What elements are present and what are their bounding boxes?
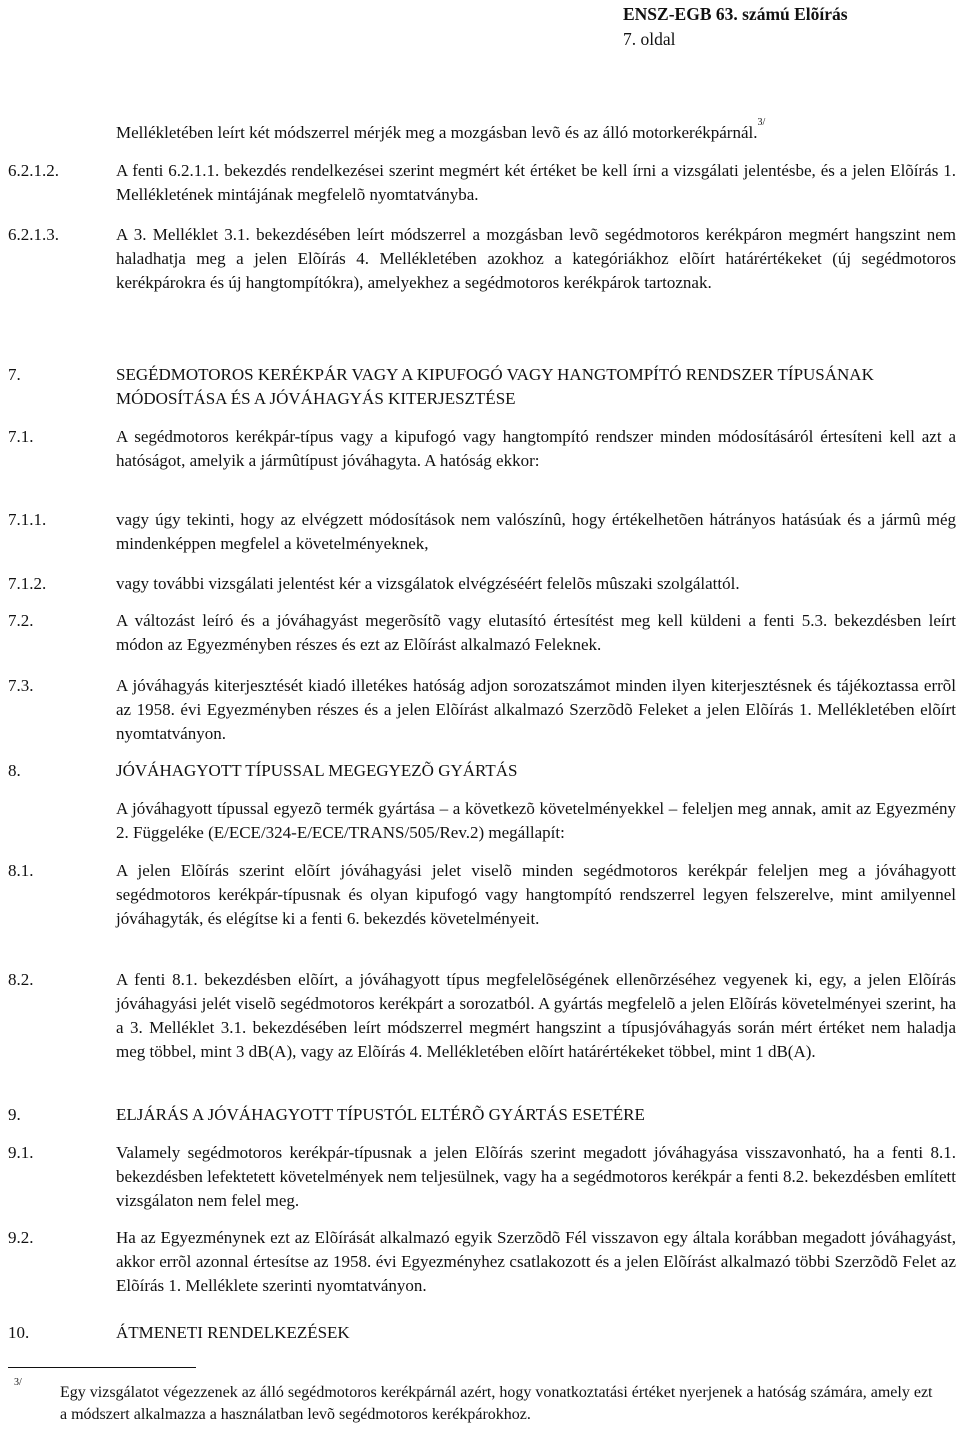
paragraph-text: A fenti 8.1. bekezdésben elõírt, a jóváhagyott típus megfelelõségének ellenõrzéséhez vegyenek ki, egy, a jelen Elõírás jóváhagyási jelét viselõ segédmotoros kerékpárt a sorozatból. A gyártás megfelelõ a jelen Elõírás követelményei szerint, ha a 3. Melléklet 3.1. bekezdésében leírt módszerrel megmért hangszint a típusjóváhagyás során mért értéket nem haladja meg többel, mint 3 dB(A), vagy az Elõírás 4. Mellékletében elõírt határértékeket többel, mint 1 dB(A). — [116, 970, 956, 1061]
paragraph-number: 8.1. — [8, 861, 34, 880]
paragraph-8-intro — [8, 797, 956, 845]
paragraph-6-2-1-2 — [8, 159, 956, 207]
paragraph-8-2 — [8, 968, 956, 1064]
paragraph-text: vagy további vizsgálati jelentést kér a vizsgálatok elvégzéséért felelõs mûszaki szolgálattól. — [116, 574, 740, 593]
section-title: ÁTMENETI RENDELKEZÉSEK — [116, 1323, 350, 1342]
paragraph-6-2-1-3 — [8, 223, 956, 295]
paragraph-text: A jelen Elõírás szerint elõírt jóváhagyási jelet viselõ minden segédmotoros kerékpár feleljen meg a jóváhagyott segédmotoros kerékpár-típusnak és olyan kipufogó vagy hangtompító rendszerrel legyen felszerelve, mint amilyennel jóváhagyták, és elégítse ki a fenti 6. bekezdés követelményeit. — [116, 861, 956, 928]
paragraph-9-2 — [8, 1226, 956, 1298]
paragraph-number: 7.1.1. — [8, 510, 47, 529]
paragraph-number: 8.2. — [8, 970, 34, 989]
section-number: 7. — [8, 365, 21, 384]
section-number: 8. — [8, 761, 21, 780]
paragraph-text: A 3. Melléklet 3.1. bekezdésében leírt módszerrel a mozgásban levõ segédmotoros kerékpáron megmért hangszint nem haladhatja meg a jelen Elõírás 4. Mellékletében azokhoz a kategóriákhoz elõírt határértékeket (új segédmotoros kerékpárokra és új hangtompítókra), amelyekhez a segédmotoros kerékpárok tartoznak. — [116, 225, 956, 292]
paragraph-text: A segédmotoros kerékpár-típus vagy a kipufogó vagy hangtompító rendszer minden módosításáról értesíteni kell azt a hatóságot, amelyik a jármûtípust jóváhagyta. A hatóság ekkor: — [116, 427, 956, 470]
footnote-marker: 3/ — [14, 1377, 22, 1388]
page-header — [623, 2, 898, 52]
footnote-text: Egy vizsgálatot végezzenek az álló segédmotoros kerékpárnál azért, hogy vonatkoztatási értéket nyerjenek a hatóság számára, amely ezt a módszert alkalmazza a használatban levõ segédmotoros kerékpárokhoz. — [60, 1384, 933, 1423]
paragraph-number: 6.2.1.2. — [8, 161, 59, 180]
section-heading-8 — [8, 759, 956, 783]
document-title: ENSZ-EGB 63. számú Elõírás — [623, 4, 848, 24]
footnote-reference: 3/ — [757, 117, 766, 129]
section-heading-10 — [8, 1321, 956, 1345]
paragraph-number: 7.1.2. — [8, 574, 47, 593]
intro-paragraph — [8, 117, 956, 145]
page-number: 7. oldal — [623, 29, 676, 49]
paragraph-7-2 — [8, 609, 956, 657]
paragraph-text: A jóváhagyás kiterjesztését kiadó illetékes hatóság adjon sorozatszámot minden ilyen kiterjesztésnek és tájékoztassa errõl az 1958. évi Egyezményben részes és a jelen Elõírást alkalmazó Szerzõdõ Feleket a jelen Elõírás 1. Mellékletében elõírt nyomtatványon. — [116, 676, 956, 743]
intro-text: Mellékletében leírt két módszerrel mérjék meg a mozgásban levõ és az álló motorkerékpárnál. — [116, 123, 758, 142]
paragraph-text: Valamely segédmotoros kerékpár-típusnak a jelen Elõírás szerint megadott jóváhagyása visszavonható, ha a fenti 8.1. bekezdésben lefektetett követelmények nem teljesülnek, vagy ha a segédmotoros kerékpár a fenti 8.2. bekezdésben említett vizsgálaton nem felel meg. — [116, 1143, 956, 1210]
paragraph-number: 7.3. — [8, 676, 34, 695]
paragraph-number: 9.1. — [8, 1143, 34, 1162]
section-number: 10. — [8, 1323, 30, 1342]
paragraph-text: A változást leíró és a jóváhagyást megerõsítõ vagy elutasító értesítést meg kell küldeni a fenti 5.3. bekezdésben leírt módon az Egyezményben részes és ezt az Elõírást alkalmazó Feleknek. — [116, 611, 956, 654]
paragraph-7-3 — [8, 674, 956, 746]
paragraph-7-1 — [8, 425, 956, 473]
section-number: 9. — [8, 1105, 21, 1124]
paragraph-text: A fenti 6.2.1.1. bekezdés rendelkezései szerint megmért két értéket be kell írni a vizsgálati jelentésbe, és a jelen Elõírás 1. Mellékletének mintájának megfelelõ nyomtatványba. — [116, 161, 956, 204]
paragraph-text: vagy úgy tekinti, hogy az elvégzett módosítások nem valószínû, hogy értékelhetõen hátrányos hatásúak és a jármû még mindenképpen megfelel a követelményeknek, — [116, 510, 956, 553]
paragraph-9-1 — [8, 1141, 956, 1213]
paragraph-7-1-2 — [8, 572, 956, 596]
footnote-divider — [8, 1367, 196, 1368]
paragraph-number: 7.1. — [8, 427, 34, 446]
paragraph-number: 9.2. — [8, 1228, 34, 1247]
paragraph-text: A jóváhagyott típussal egyezõ termék gyártása – a következõ követelményekkel – feleljen meg annak, amit az Egyezmény 2. Függeléke (E/ECE/324-E/ECE/TRANS/505/Rev.2) megállapít: — [116, 799, 956, 842]
paragraph-text: Ha az Egyezménynek ezt az Elõírását alkalmazó egyik Szerzõdõ Fél visszavon egy általa korábban megadott jóváhagyást, akkor errõl azonnal értesítse az 1958. évi Egyezményhez csatlakozott és a jelen Elõírást alkalmazó többi Szerzõdõ Felet az Elõírás 1. Melléklete szerinti nyomtatványon. — [116, 1228, 956, 1295]
section-heading-9 — [8, 1103, 956, 1127]
section-title: JÓVÁHAGYOTT TÍPUSSAL MEGEGYEZÕ GYÁRTÁS — [116, 761, 518, 780]
paragraph-number: 7.2. — [8, 611, 34, 630]
paragraph-7-1-1 — [8, 508, 956, 556]
section-title: SEGÉDMOTOROS KERÉKPÁR VAGY A KIPUFOGÓ VAGY HANGTOMPÍTÓ RENDSZER TÍPUSÁNAK MÓDOSÍTÁSA ÉS A JÓVÁHAGYÁS KITERJESZTÉSE — [116, 365, 874, 408]
section-heading-7 — [8, 363, 956, 411]
paragraph-number: 6.2.1.3. — [8, 225, 59, 244]
paragraph-8-1 — [8, 859, 956, 931]
section-title: ELJÁRÁS A JÓVÁHAGYOTT TÍPUSTÓL ELTÉRÕ GYÁRTÁS ESETÉRE — [116, 1105, 645, 1124]
